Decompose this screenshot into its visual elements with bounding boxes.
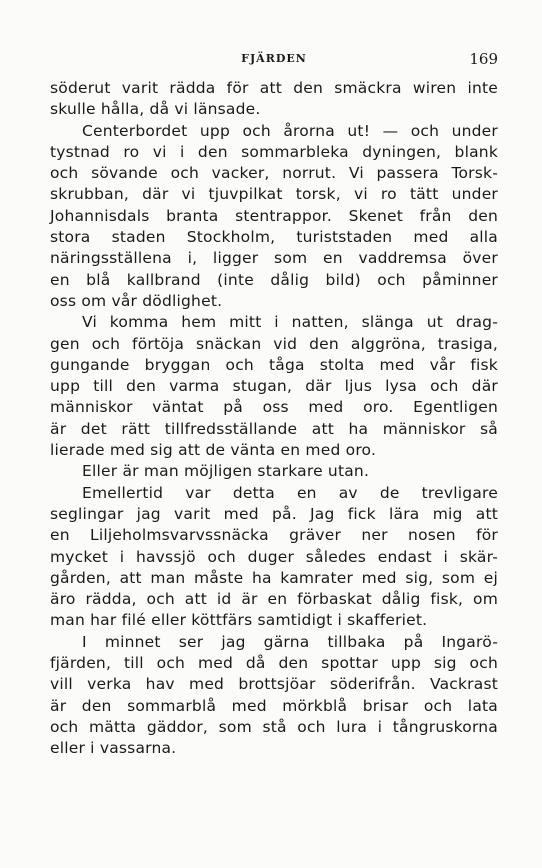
text-line: mycket i havssjö och duger således endast i skär-: [50, 547, 498, 566]
text-line: Vi komma hem mitt i natten, slänga ut drag-: [82, 313, 498, 332]
text-line: gungande bryggan och tåga stolta med vår fisk: [50, 355, 498, 374]
text-line: gen och förtöja snäckan vid den alggröna, trasiga,: [50, 334, 498, 353]
text-line: Centerbordet upp och årorna ut! — och under: [82, 121, 498, 140]
text-line: man har filé eller köttfärs samtidigt i skafferiet.: [50, 611, 428, 630]
text-line: eller i vassarna.: [50, 739, 177, 758]
text-line: tystnad ro vi i den sommarbleka dyningen, blank: [50, 142, 498, 161]
text-line: Eller är man möjligen starkare utan.: [82, 462, 370, 481]
text-line: skrubban, där vi tjuvpilkat torsk, vi ro tätt under: [50, 185, 498, 204]
text-line: en Liljeholmsvarvssnäckа gräver ner nosen för: [50, 526, 498, 545]
text-line: Johannisdals branta stentrappor. Skenet från den: [50, 206, 498, 225]
text-line: söderut varit rädda för att den smäckra wiren inte: [50, 79, 498, 97]
text-line: gården, att man måste ha kamrater med sig, som ej: [50, 568, 498, 587]
text-line: stora staden Stockholm, turiststaden med alla: [50, 228, 498, 247]
text-line: och sövande och vacker, norrut. Vi passera Torsk-: [50, 164, 498, 183]
text-line: seglingar jag varit med på. Jag fick lära mig att: [50, 504, 498, 523]
page-number: 169: [469, 50, 498, 68]
text-line: näringsställena i, ligger som en vaddremsa över: [50, 249, 498, 268]
running-title: FJÄRDEN: [241, 52, 307, 65]
text-line: människor väntat på oss med oro. Egentligen: [50, 398, 498, 417]
text-line: och mätta gäddor, som stå och lura i tångruskorna: [50, 717, 498, 736]
text-line: äro rädda, och att id är en förbaskat dålig fisk, om: [50, 590, 498, 609]
text-line: I minnet ser jag gärna tillbaka på Ingarö-: [82, 632, 498, 651]
text-line: upp till den varma stugan, där ljus lysa och där: [50, 377, 498, 396]
text-line: lierade med sig att de vänta en med oro.: [50, 441, 377, 460]
text-line: skulle hålla, då vi länsade.: [50, 100, 261, 119]
body-text: [50, 78, 498, 760]
text-line: Emellertid var detta en av de trevligare: [82, 483, 498, 502]
text-line: är det rätt tillfredsställande att ha människor så: [50, 419, 498, 438]
text-line: vill verka hav med brottsjöar söderifrån. Vackrast: [50, 675, 498, 694]
text-line: en blå kallbrand (inte dålig bild) och påminner: [50, 270, 498, 289]
text-line: fjärden, till och med då den spottar upp sig och: [50, 654, 498, 673]
text-line: oss om vår dödlighet.: [50, 291, 223, 310]
page-header: [50, 50, 498, 70]
text-line: är den sommarblå med mörkblå brisar och lata: [50, 696, 498, 715]
